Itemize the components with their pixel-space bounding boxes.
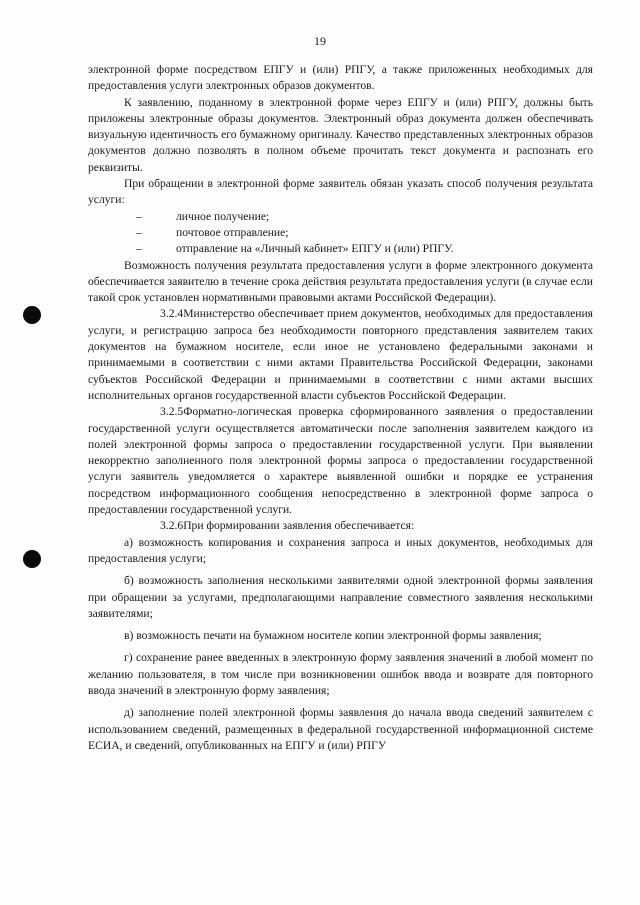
list-item-b: б) возможность заполнения несколькими заявителями одной электронной формы заявления при обращении за услугами, предполагающими направление совместного заявления несколькими заявителями; <box>88 574 593 620</box>
page-number: 19 <box>314 34 326 48</box>
section-3-2-4: 3.2.4Министерство обеспечивает прием документов, необходимых для предоставления услуги, и регистрацию запроса без необходимости повторного представления заявителем таких документов на бумажном носителе, если иное не установлено федеральными законами и принимаемыми в соответствии с ними актами Правительства Российской Федерации, законами субъектов Российской Федерации и принимаемыми в соответствии с ними актами высших исполнительных органов государственной власти субъектов Российской Федерации. <box>88 307 593 402</box>
punch-hole-top <box>23 306 41 324</box>
list-item-e: д) заполнение полей электронной формы заявления до начала ввода сведений заявителем с использованием сведений, размещенных в федеральной государственной информационной системе ЕСИА, и сведений, опубликованных на ЕПГУ и (или) РПГУ <box>88 706 593 752</box>
dash-marker: – <box>136 242 142 256</box>
section-3-2-6: 3.2.6При формировании заявления обеспечивается: <box>88 518 593 534</box>
list-item: – отправление на «Личный кабинет» ЕПГУ и (или) РПГУ. <box>88 241 593 257</box>
list-item: – личное получение; <box>88 209 593 225</box>
section-number: 3.2.5 <box>160 405 184 419</box>
punch-hole-bottom <box>23 550 41 568</box>
delivery-method-list <box>88 209 593 258</box>
section-number: 3.2.6 <box>160 519 184 533</box>
list-item-c: в) возможность печати на бумажном носителе копии электронной формы заявления; <box>124 629 542 643</box>
section-number: 3.2.4 <box>160 307 184 321</box>
list-item-a: а) возможность копирования и сохранения запроса и иных документов, необходимых для предоставления услуги; <box>88 535 593 565</box>
paragraph: При обращении в электронной форме заявитель обязан указать способ получения результата услуги: <box>88 177 593 207</box>
dash-marker: – <box>136 225 142 239</box>
document-body <box>88 62 593 754</box>
paragraph: Возможность получения результата предоставления услуги в форме электронного документа обеспечивается заявителю в течение срока действия результата предоставления услуги (в случае если такой срок установлен нормативными правовыми актами Российской Федерации). <box>88 258 593 305</box>
list-item: – почтовое отправление; <box>88 225 593 241</box>
dash-marker: – <box>136 209 142 223</box>
section-3-2-5: 3.2.5Форматно-логическая проверка сформированного заявления о предоставлении государственной услуги осуществляется автоматически после заполнения заявителем каждого из полей электронной формы запроса о предоставлении государственной услуги. При выявлении некорректно заполненного поля электронной формы запроса о предоставлении государственной услуги заявитель уведомляется о характере выявленной ошибки и порядке ее устранения посредством информационного сообщения непосредственно в электронной форме запроса о предоставлении государственной услуги. <box>88 405 593 517</box>
paragraph: К заявлению, поданному в электронной форме через ЕПГУ и (или) РПГУ, должны быть приложены электронные образы документов. Электронный образ документа должен обеспечивать визуальную идентичность его бумажному оригиналу. Качество представленных электронных образов документов должно позволять в полном объеме прочитать текст документа и распознать его реквизиты. <box>88 95 593 174</box>
list-item-d: г) сохранение ранее введенных в электронную форму заявления значений в любой момент по желанию пользователя, в том числе при возникновении ошибок ввода и возврате для повторного ввода значений в электронную форму заявления; <box>88 651 593 697</box>
paragraph: электронной форме посредством ЕПГУ и (или) РПГУ, а также приложенных необходимых для предоставления услуги электронных образов документов. <box>88 63 593 93</box>
